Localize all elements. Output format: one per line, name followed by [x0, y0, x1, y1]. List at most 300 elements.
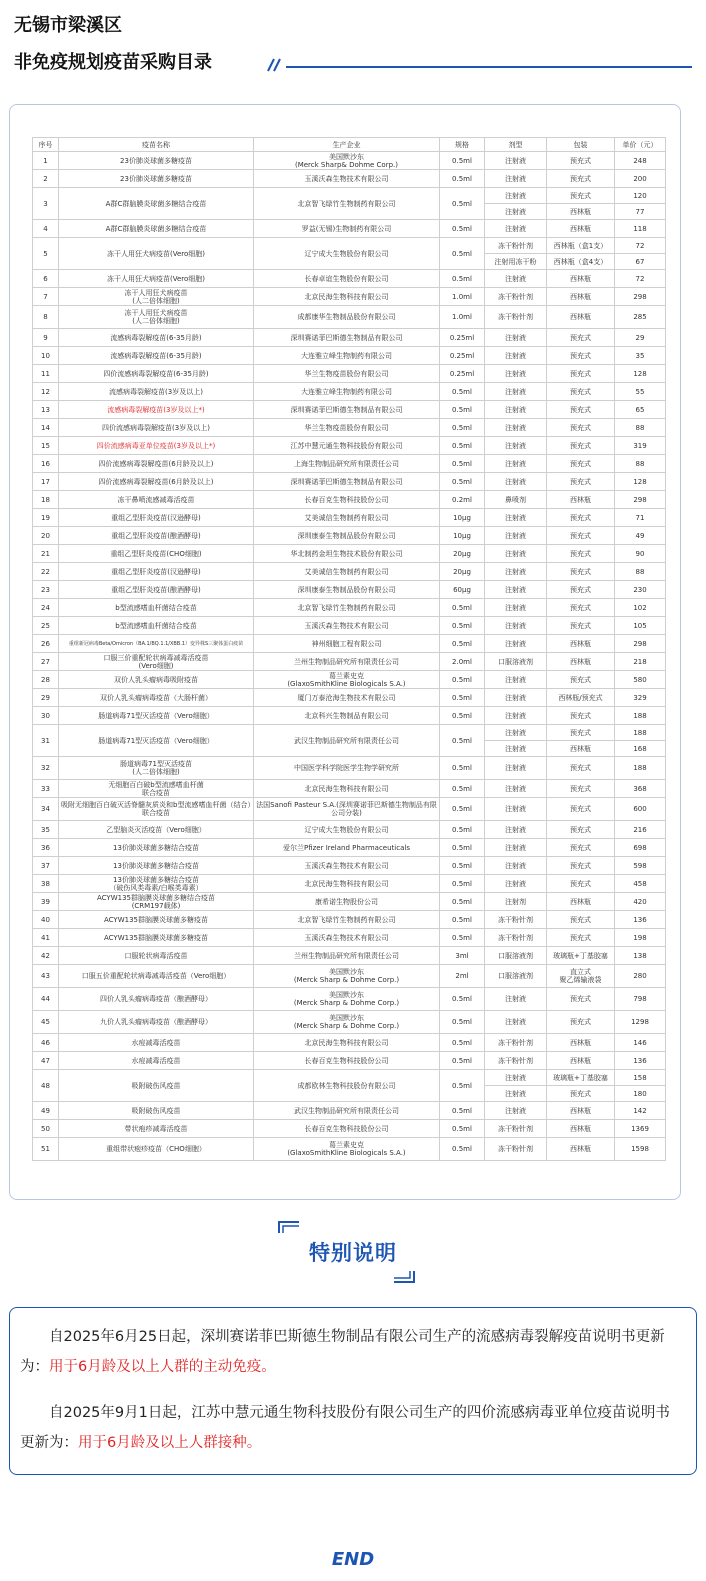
cell-spec: 10μg	[440, 509, 485, 527]
table-row	[33, 893, 666, 911]
table-row	[33, 473, 666, 491]
cell-maker: 神州细胞工程有限公司	[254, 635, 440, 653]
cell-maker: 康希诺生物股份公司	[254, 893, 440, 911]
cell-no: 25	[33, 617, 59, 635]
cell-maker: 华北制药金坦生物技术股份有限公司	[254, 545, 440, 563]
cell-pack: 西林瓶	[547, 1102, 615, 1120]
cell-no: 14	[33, 419, 59, 437]
cell-maker: 成都康华生物制品股份有限公司	[254, 306, 440, 329]
cell-no: 24	[33, 599, 59, 617]
cell-form: 注射液	[485, 1086, 547, 1102]
table-row	[33, 725, 666, 741]
cell-form: 注射液	[485, 798, 547, 821]
cell-maker: 江苏中慧元通生物科技股份有限公司	[254, 437, 440, 455]
cell-price: 120	[615, 188, 666, 204]
cell-pack: 预充式	[547, 365, 615, 383]
cell-spec: 0.5ml	[440, 220, 485, 238]
cell-spec: 0.5ml	[440, 821, 485, 839]
cell-no: 6	[33, 270, 59, 288]
cell-no: 35	[33, 821, 59, 839]
cell-name: 水痘减毒活疫苗	[59, 1034, 254, 1052]
cell-form: 口服溶液剂	[485, 965, 547, 988]
table-row	[33, 1011, 666, 1034]
cell-no: 49	[33, 1102, 59, 1120]
cell-pack: 预充式	[547, 757, 615, 780]
cell-spec: 0.5ml	[440, 238, 485, 270]
cell-spec: 0.5ml	[440, 1070, 485, 1102]
cell-spec: 3ml	[440, 947, 485, 965]
table-row	[33, 1102, 666, 1120]
special-p1-highlight: 用于6月龄及以上人群的主动免疫。	[49, 1359, 276, 1375]
cell-maker: 成都欧林生物科技股份有限公司	[254, 1070, 440, 1102]
cell-price: 218	[615, 653, 666, 671]
cell-maker: 北京智飞绿竹生物制药有限公司	[254, 911, 440, 929]
cell-price: 1369	[615, 1120, 666, 1138]
cell-name: 重组乙型肝炎疫苗(CHO细胞)	[59, 545, 254, 563]
cell-price: 136	[615, 911, 666, 929]
cell-spec: 0.5ml	[440, 780, 485, 798]
catalog-table-wrap	[32, 137, 665, 1161]
cell-no: 9	[33, 329, 59, 347]
cell-maker: 北京智飞绿竹生物制药有限公司	[254, 599, 440, 617]
cell-spec: 0.5ml	[440, 757, 485, 780]
cell-maker: 北京民海生物科技有限公司	[254, 1034, 440, 1052]
cell-maker: 厦门万泰沧海生物技术有限公司	[254, 689, 440, 707]
cell-pack: 预充式	[547, 821, 615, 839]
cell-pack: 预充式	[547, 545, 615, 563]
cell-pack: 预充式	[547, 527, 615, 545]
cell-price: 188	[615, 725, 666, 741]
cell-spec: 0.5ml	[440, 689, 485, 707]
cell-price: 329	[615, 689, 666, 707]
table-row	[33, 689, 666, 707]
cell-maker: 华兰生物疫苗股份有限公司	[254, 419, 440, 437]
table-row	[33, 220, 666, 238]
cell-spec: 2.0ml	[440, 653, 485, 671]
special-paragraph-1	[20, 1322, 680, 1382]
col-header-form: 剂型	[485, 138, 547, 152]
cell-form: 注射液	[485, 401, 547, 419]
cell-name: 冻干人用狂犬病疫苗(Vero细胞)	[59, 270, 254, 288]
cell-spec: 0.5ml	[440, 929, 485, 947]
cell-name: 吸附破伤风疫苗	[59, 1102, 254, 1120]
cell-price: 138	[615, 947, 666, 965]
table-row	[33, 653, 666, 671]
cell-pack: 西林瓶	[547, 893, 615, 911]
cell-form: 冻干粉针剂	[485, 1138, 547, 1161]
table-row	[33, 617, 666, 635]
table-row	[33, 563, 666, 581]
cell-spec: 0.5ml	[440, 725, 485, 757]
cell-name: 重组乙型肝炎疫苗(汉逊酵母)	[59, 509, 254, 527]
cell-name: 流感病毒裂解疫苗(3岁及以上*)	[59, 401, 254, 419]
cell-form: 注射液	[485, 599, 547, 617]
cell-price: 146	[615, 1034, 666, 1052]
cell-pack: 预充式	[547, 617, 615, 635]
cell-spec: 0.25ml	[440, 347, 485, 365]
cell-form: 口服溶液剂	[485, 947, 547, 965]
table-row	[33, 857, 666, 875]
table-row	[33, 545, 666, 563]
cell-maker: 大连雅立峰生物制药有限公司	[254, 347, 440, 365]
cell-no: 28	[33, 671, 59, 689]
cell-spec: 0.5ml	[440, 617, 485, 635]
cell-form: 注射液	[485, 780, 547, 798]
cell-price: 698	[615, 839, 666, 857]
cell-form: 注射液	[485, 170, 547, 188]
cell-pack: 预充式	[547, 1086, 615, 1102]
cell-form: 注射液	[485, 188, 547, 204]
cell-no: 34	[33, 798, 59, 821]
cell-pack: 西林瓶	[547, 1138, 615, 1161]
cell-price: 142	[615, 1102, 666, 1120]
cell-maker: 北京智飞绿竹生物制药有限公司	[254, 188, 440, 220]
cell-pack: 西林瓶	[547, 653, 615, 671]
cell-form: 注射液	[485, 635, 547, 653]
cell-no: 51	[33, 1138, 59, 1161]
cell-price: 600	[615, 798, 666, 821]
cell-no: 30	[33, 707, 59, 725]
cell-price: 188	[615, 757, 666, 780]
table-row	[33, 419, 666, 437]
cell-name: ACYW135群脑膜炎球菌多糖结合疫苗 (CRM197载体)	[59, 893, 254, 911]
cell-price: 298	[615, 635, 666, 653]
table-row	[33, 491, 666, 509]
cell-no: 39	[33, 893, 59, 911]
cell-form: 注射液	[485, 689, 547, 707]
table-row	[33, 947, 666, 965]
vaccine-catalog-table	[32, 137, 666, 1161]
title-underline	[286, 66, 692, 68]
cell-spec: 0.5ml	[440, 875, 485, 893]
cell-maker: 葛兰素史克 (GlaxoSmithKline Biologicals S.A.)	[254, 1138, 440, 1161]
cell-form: 注射液	[485, 725, 547, 741]
cell-maker: 兰州生物制品研究所有限责任公司	[254, 947, 440, 965]
cell-price: 65	[615, 401, 666, 419]
table-row	[33, 839, 666, 857]
cell-no: 31	[33, 725, 59, 757]
cell-pack: 预充式	[547, 929, 615, 947]
special-paragraph-2	[20, 1398, 680, 1458]
cell-price: 136	[615, 1052, 666, 1070]
cell-spec: 0.5ml	[440, 798, 485, 821]
table-row	[33, 599, 666, 617]
cell-name: 肠道病毒71型灭活疫苗（Vero细胞）	[59, 725, 254, 757]
cell-pack: 预充式	[547, 437, 615, 455]
cell-pack: 西林瓶	[547, 741, 615, 757]
cell-no: 40	[33, 911, 59, 929]
cell-form: 鼻喷剂	[485, 491, 547, 509]
cell-form: 注射液	[485, 509, 547, 527]
cell-no: 41	[33, 929, 59, 947]
table-row	[33, 170, 666, 188]
cell-no: 32	[33, 757, 59, 780]
cell-name: 冻干人用狂犬病疫苗(Vero细胞)	[59, 238, 254, 270]
table-row	[33, 238, 666, 254]
cell-no: 47	[33, 1052, 59, 1070]
cell-pack: 预充式	[547, 671, 615, 689]
cell-form: 注射液	[485, 473, 547, 491]
cell-name: 无细胞百白破b型流感嗜血杆菌 联合疫苗	[59, 780, 254, 798]
cell-no: 33	[33, 780, 59, 798]
cell-pack: 预充式	[547, 188, 615, 204]
cell-spec: 0.5ml	[440, 170, 485, 188]
cell-spec: 0.5ml	[440, 1102, 485, 1120]
table-row	[33, 527, 666, 545]
col-header-name: 疫苗名称	[59, 138, 254, 152]
end-marker: END	[331, 1549, 375, 1570]
cell-name: A群C群脑膜炎球菌多糖结合疫苗	[59, 220, 254, 238]
cell-pack: 预充式	[547, 798, 615, 821]
table-header-row	[33, 138, 666, 152]
cell-no: 42	[33, 947, 59, 965]
cell-spec: 20μg	[440, 545, 485, 563]
cell-maker: 大连雅立峰生物制药有限公司	[254, 383, 440, 401]
cell-name: 重组乙型肝炎疫苗(汉逊酵母)	[59, 563, 254, 581]
cell-form: 注射液	[485, 671, 547, 689]
cell-spec: 0.5ml	[440, 1120, 485, 1138]
cell-name: 冻干人用狂犬病疫苗 (人二倍体细胞)	[59, 306, 254, 329]
cell-pack: 西林瓶/预充式	[547, 689, 615, 707]
cell-spec: 0.5ml	[440, 857, 485, 875]
cell-pack: 预充式	[547, 383, 615, 401]
cell-pack: 预充式	[547, 839, 615, 857]
cell-pack: 预充式	[547, 875, 615, 893]
cell-name: 四价流感病毒裂解疫苗(6月龄及以上)	[59, 455, 254, 473]
cell-form: 注射液	[485, 347, 547, 365]
table-row	[33, 270, 666, 288]
cell-spec: 0.5ml	[440, 152, 485, 170]
cell-maker: 长春百克生物科技股份公司	[254, 1052, 440, 1070]
table-row	[33, 455, 666, 473]
cell-pack: 玻璃瓶+丁基胶塞	[547, 947, 615, 965]
cell-form: 冻干粉针剂	[485, 288, 547, 306]
cell-price: 319	[615, 437, 666, 455]
cell-maker: 罗益(无锡)生物制药有限公司	[254, 220, 440, 238]
cell-name: 口服五价重配轮状病毒减毒活疫苗（Vero细胞）	[59, 965, 254, 988]
table-row	[33, 821, 666, 839]
cell-price: 598	[615, 857, 666, 875]
cell-no: 22	[33, 563, 59, 581]
cell-form: 注射液	[485, 437, 547, 455]
cell-price: 298	[615, 491, 666, 509]
title-slash-decoration	[264, 56, 282, 72]
cell-spec: 0.5ml	[440, 188, 485, 220]
cell-spec: 0.5ml	[440, 1011, 485, 1034]
table-row	[33, 306, 666, 329]
cell-no: 15	[33, 437, 59, 455]
cell-form: 注射剂	[485, 893, 547, 911]
cell-spec: 0.2ml	[440, 491, 485, 509]
cell-form: 注射液	[485, 419, 547, 437]
cell-price: 72	[615, 270, 666, 288]
cell-pack: 预充式	[547, 401, 615, 419]
cell-spec: 0.5ml	[440, 401, 485, 419]
cell-maker: 华兰生物疫苗股份有限公司	[254, 365, 440, 383]
table-row	[33, 509, 666, 527]
cell-pack: 直立式 聚乙烯输液袋	[547, 965, 615, 988]
table-row	[33, 911, 666, 929]
cell-form: 注射液	[485, 527, 547, 545]
cell-name: 双价人乳头瘤病毒吸附疫苗	[59, 671, 254, 689]
cell-maker: 玉溪沃森生物技术有限公司	[254, 857, 440, 875]
cell-name: 双价人乳头瘤病毒疫苗（大肠杆菌）	[59, 689, 254, 707]
cell-no: 21	[33, 545, 59, 563]
cell-form: 注射液	[485, 821, 547, 839]
cell-name: 13价肺炎球菌多糖结合疫苗	[59, 857, 254, 875]
cell-price: 88	[615, 563, 666, 581]
cell-spec: 1.0ml	[440, 288, 485, 306]
cell-maker: 艾美诚信生物制药有限公司	[254, 563, 440, 581]
cell-name: 口服轮状病毒活疫苗	[59, 947, 254, 965]
cell-pack: 预充式	[547, 857, 615, 875]
cell-pack: 预充式	[547, 780, 615, 798]
cell-price: 188	[615, 707, 666, 725]
cell-maker: 艾美诚信生物制药有限公司	[254, 509, 440, 527]
table-row	[33, 707, 666, 725]
cell-form: 注射液	[485, 741, 547, 757]
cell-maker: 美国默沙东 (Merck Sharp& Dohme Corp.)	[254, 152, 440, 170]
cell-no: 3	[33, 188, 59, 220]
cell-pack: 预充式	[547, 707, 615, 725]
cell-no: 26	[33, 635, 59, 653]
cell-spec: 0.25ml	[440, 365, 485, 383]
cell-price: 67	[615, 254, 666, 270]
cell-form: 注射液	[485, 204, 547, 220]
cell-price: 72	[615, 238, 666, 254]
table-row	[33, 929, 666, 947]
cell-name: 重组新冠病毒Beta/Omicron（BA.1/BQ.1.1/XBB.1）变异株S三聚体蛋白疫苗	[59, 635, 254, 653]
cell-price: 420	[615, 893, 666, 911]
cell-pack: 西林瓶（盒4支）	[547, 254, 615, 270]
cell-form: 注射液	[485, 545, 547, 563]
table-row	[33, 757, 666, 780]
cell-price: 105	[615, 617, 666, 635]
cell-pack: 预充式	[547, 347, 615, 365]
cell-name: 冻干人用狂犬病疫苗 (人二倍体细胞)	[59, 288, 254, 306]
cell-no: 43	[33, 965, 59, 988]
cell-name: ACYW135群脑膜炎球菌多糖疫苗	[59, 911, 254, 929]
cell-price: 128	[615, 365, 666, 383]
cell-price: 458	[615, 875, 666, 893]
cell-no: 20	[33, 527, 59, 545]
cell-pack: 预充式	[547, 581, 615, 599]
cell-spec: 0.5ml	[440, 599, 485, 617]
cell-spec: 20μg	[440, 563, 485, 581]
table-row	[33, 1034, 666, 1052]
cell-spec: 0.5ml	[440, 473, 485, 491]
cell-maker: 深圳康泰生物制品股份有限公司	[254, 527, 440, 545]
cell-maker: 长春百克生物科技股份公司	[254, 491, 440, 509]
cell-pack: 预充式	[547, 725, 615, 741]
cell-name: A群C群脑膜炎球菌多糖结合疫苗	[59, 188, 254, 220]
table-row	[33, 288, 666, 306]
table-row	[33, 329, 666, 347]
cell-price: 29	[615, 329, 666, 347]
cell-form: 冻干粉针剂	[485, 306, 547, 329]
cell-no: 38	[33, 875, 59, 893]
cell-form: 注射液	[485, 383, 547, 401]
special-p1-text: 自2025年6月25日起，深圳赛诺菲巴斯德生物制品有限公司生产的流感病毒裂解疫苗说明书更新为：	[20, 1329, 665, 1375]
cell-price: 200	[615, 170, 666, 188]
col-header-spec: 规格	[440, 138, 485, 152]
cell-pack: 预充式	[547, 419, 615, 437]
cell-form: 注射液	[485, 1070, 547, 1086]
cell-form: 口服溶液剂	[485, 653, 547, 671]
special-bottom-decoration	[392, 1270, 416, 1284]
cell-spec: 60μg	[440, 581, 485, 599]
cell-form: 注射液	[485, 581, 547, 599]
col-header-maker: 生产企业	[254, 138, 440, 152]
cell-spec: 0.5ml	[440, 437, 485, 455]
special-top-decoration	[277, 1220, 301, 1234]
cell-maker: 美国默沙东 (Merck Sharp & Dohme Corp.)	[254, 965, 440, 988]
table-body	[33, 152, 666, 1161]
cell-pack: 预充式	[547, 473, 615, 491]
cell-maker: 北京民海生物科技有限公司	[254, 875, 440, 893]
cell-price: 280	[615, 965, 666, 988]
cell-pack: 预充式	[547, 455, 615, 473]
cell-maker: 长春卓谊生物股份有限公司	[254, 270, 440, 288]
cell-pack: 西林瓶	[547, 1034, 615, 1052]
cell-name: 水痘减毒活疫苗	[59, 1052, 254, 1070]
cell-form: 注射液	[485, 220, 547, 238]
special-p2-text: 自2025年9月1日起，江苏中慧元通生物科技股份有限公司生产的四价流感病毒亚单位疫苗说明书更新为：	[20, 1405, 670, 1451]
cell-form: 注射液	[485, 1011, 547, 1034]
cell-spec: 1.0ml	[440, 306, 485, 329]
cell-form: 注射用冻干粉	[485, 254, 547, 270]
cell-maker: 深圳赛诺菲巴斯德生物制品有限公司	[254, 329, 440, 347]
cell-name: 13价肺炎球菌多糖结合疫苗 （破伤风类毒素/白喉类毒素）	[59, 875, 254, 893]
cell-maker: 北京科兴生物制品有限公司	[254, 707, 440, 725]
cell-form: 注射液	[485, 988, 547, 1011]
cell-name: 四价流感病毒裂解疫苗(6月龄及以上)	[59, 473, 254, 491]
cell-pack: 预充式	[547, 911, 615, 929]
table-row	[33, 383, 666, 401]
cell-name: 吸附破伤风疫苗	[59, 1070, 254, 1102]
cell-no: 29	[33, 689, 59, 707]
cell-form: 注射液	[485, 839, 547, 857]
cell-maker: 上海生物制品研究所有限责任公司	[254, 455, 440, 473]
cell-no: 18	[33, 491, 59, 509]
cell-spec: 0.5ml	[440, 635, 485, 653]
cell-name: 肠道病毒71型灭活疫苗 (人二倍体细胞)	[59, 757, 254, 780]
cell-no: 13	[33, 401, 59, 419]
cell-name: 13价肺炎球菌多糖结合疫苗	[59, 839, 254, 857]
cell-maker: 中国医学科学院医学生物学研究所	[254, 757, 440, 780]
col-header-price: 单价（元）	[615, 138, 666, 152]
cell-maker: 辽宁成大生物股份有限公司	[254, 821, 440, 839]
cell-maker: 深圳赛诺菲巴斯德生物制品有限公司	[254, 473, 440, 491]
cell-no: 17	[33, 473, 59, 491]
cell-no: 23	[33, 581, 59, 599]
cell-no: 4	[33, 220, 59, 238]
cell-price: 368	[615, 780, 666, 798]
cell-maker: 爱尔兰Pfizer Ireland Pharmaceuticals	[254, 839, 440, 857]
cell-spec: 0.5ml	[440, 893, 485, 911]
cell-spec: 0.5ml	[440, 988, 485, 1011]
cell-pack: 西林瓶	[547, 204, 615, 220]
table-row	[33, 152, 666, 170]
cell-name: b型流感嗜血杆菌结合疫苗	[59, 599, 254, 617]
table-row	[33, 635, 666, 653]
col-header-no: 序号	[33, 138, 59, 152]
cell-price: 118	[615, 220, 666, 238]
cell-name: ACYW135群脑膜炎球菌多糖疫苗	[59, 929, 254, 947]
cell-price: 798	[615, 988, 666, 1011]
cell-no: 11	[33, 365, 59, 383]
cell-maker: 深圳康泰生物制品股份有限公司	[254, 581, 440, 599]
